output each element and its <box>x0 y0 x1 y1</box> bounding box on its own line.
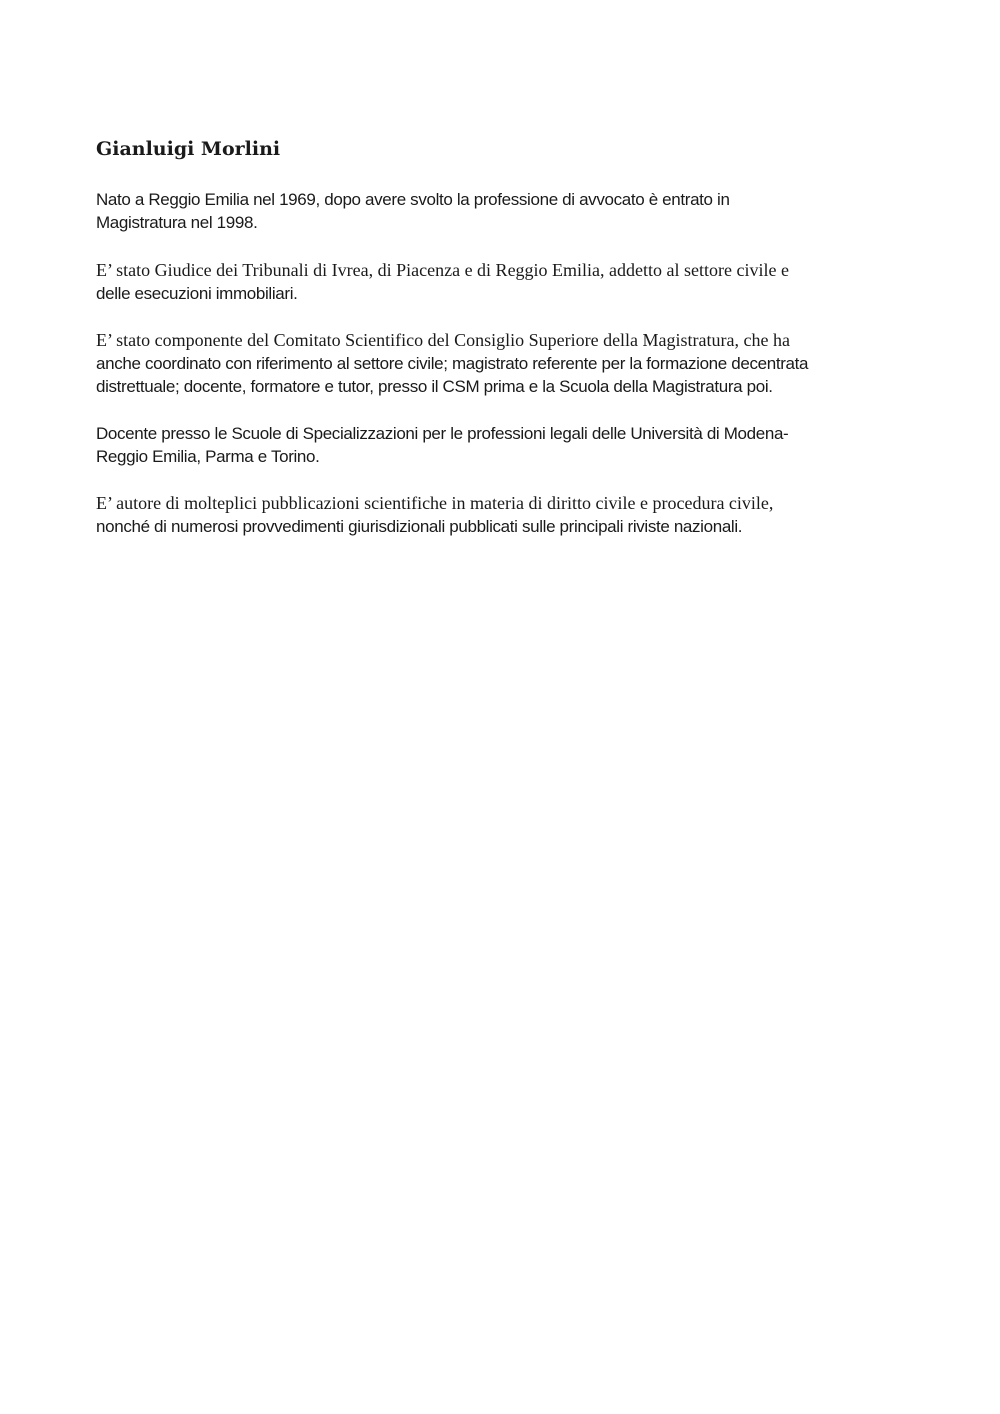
paragraph-line: E’ stato Giudice dei Tribunali di Ivrea, di Piacenza e di Reggio Emilia, addetto al settore civile e <box>96 260 789 280</box>
paragraph-line: Magistratura nel 1998. <box>96 213 258 232</box>
paragraph-line: E’ stato componente del Comitato Scientifico del Consiglio Superiore della Magistratura, che ha <box>96 330 790 350</box>
paragraph-line: distrettuale; docente, formatore e tutor, presso il CSM prima e la Scuola della Magistratura poi. <box>96 377 773 396</box>
paragraph-committee <box>96 329 916 398</box>
paragraph-line: nonché di numerosi provvedimenti giurisdizionali pubblicati sulle principali riviste nazionali. <box>96 517 743 536</box>
paragraph-publications <box>96 492 916 538</box>
paragraph-line: E’ autore di molteplici pubblicazioni scientifiche in materia di diritto civile e procedura civile, <box>96 493 774 513</box>
paragraph-birth <box>96 188 916 234</box>
page-title: Gianluigi Morlini <box>96 138 281 160</box>
paragraph-line: Nato a Reggio Emilia nel 1969, dopo avere svolto la professione di avvocato è entrato in <box>96 190 730 209</box>
paragraph-judge <box>96 259 916 305</box>
paragraph-line: Docente presso le Scuole di Specializzazioni per le professioni legali delle Università di Modena- <box>96 424 789 443</box>
paragraph-teaching <box>96 422 916 468</box>
paragraph-line: Reggio Emilia, Parma e Torino. <box>96 447 320 466</box>
paragraph-line: anche coordinato con riferimento al settore civile; magistrato referente per la formazione decentrata <box>96 354 809 373</box>
paragraph-line: delle esecuzioni immobiliari. <box>96 284 298 303</box>
